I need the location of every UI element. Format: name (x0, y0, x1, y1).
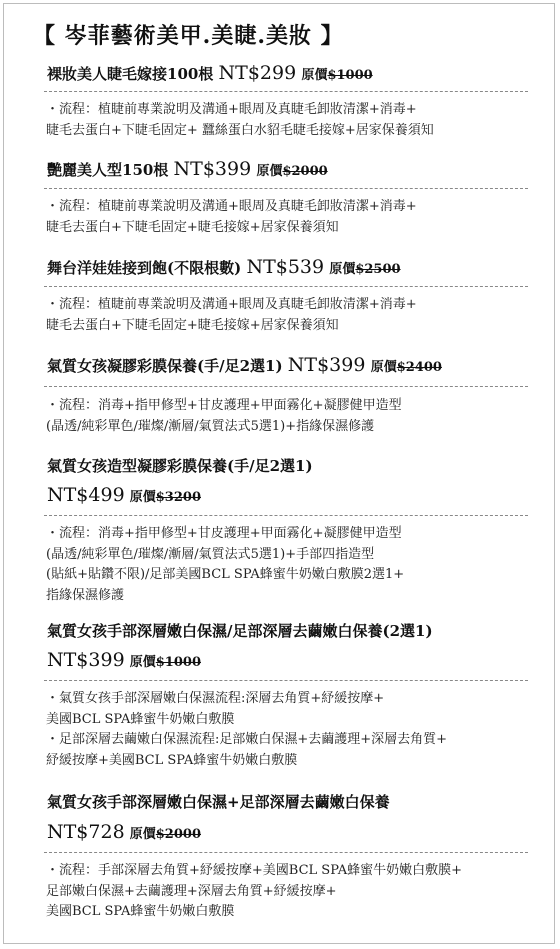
description-line: (晶透/純彩單色/璀燦/漸層/氣質法式5選1)+指緣保濕修護 (46, 418, 375, 434)
original-price-label: 原價 (129, 827, 156, 842)
service-description (46, 689, 447, 771)
divider (44, 188, 528, 189)
service-name: 舞台洋娃娃接到飽(不限根數) (47, 259, 242, 277)
original-price-label: 原價 (129, 655, 156, 670)
description-line: 美國BCL SPA蜂蜜牛奶嫩白敷膜 (46, 904, 235, 919)
service-heading (47, 455, 313, 477)
original-price: $2400 (396, 360, 442, 375)
service-price-line (47, 484, 201, 509)
divider (44, 515, 528, 516)
service-description (46, 396, 402, 437)
description-line: ・流程：植睫前專業說明及溝通+眼周及真睫毛卸妝清潔+消毒+ (46, 297, 417, 312)
page-title: 【 岑菲藝術美甲.美睫.美妝 】 (33, 23, 344, 49)
service-name: 氣質女孩手部深層嫩白保濕+足部深層去繭嫩白保養 (47, 793, 390, 811)
description-line: (晶透/純彩單色/璀燦/漸層/氣質法式5選1)+手部四指造型 (46, 546, 375, 562)
description-line: ・氣質女孩手部深層嫩白保濕流程:深層去角質+紓緩按摩+ (46, 691, 385, 706)
service-heading (47, 256, 401, 281)
divider (44, 852, 528, 853)
service-price: NT$399 (47, 649, 125, 671)
original-price: $2000 (155, 827, 201, 842)
description-line: 睫毛去蛋白+下睫毛固定+睫毛接嫁+居家保養須知 (46, 317, 339, 333)
divider (44, 286, 528, 287)
service-name: 氣質女孩手部深層嫩白保濕/足部深層去繭嫩白保養(2選1) (47, 622, 433, 640)
original-price: $3200 (155, 490, 201, 505)
divider (44, 680, 528, 681)
description-line: 美國BCL SPA蜂蜜牛奶嫩白敷膜 (46, 711, 235, 727)
description-line: ・流程：消毒+指甲修型+甘皮護理+甲面霧化+凝膠健甲造型 (46, 398, 402, 413)
service-price: NT$399 (287, 354, 366, 376)
service-price: NT$299 (218, 62, 297, 84)
service-description (46, 197, 417, 238)
original-price-label: 原價 (129, 490, 156, 505)
service-heading (47, 158, 328, 183)
original-price: $2500 (355, 262, 401, 277)
description-line: 足部嫩白保濕+去繭護理+深層去角質+紓緩按摩+ (46, 883, 337, 899)
service-description (46, 100, 434, 141)
service-name: 艷麗美人型150根 (47, 161, 169, 179)
description-line: ・流程：手部深層去角質+紓緩按摩+美國BCL SPA蜂蜜牛奶嫩白敷膜+ (46, 863, 463, 878)
service-description (46, 524, 404, 606)
service-price-line (47, 821, 201, 846)
description-line: ・足部深層去繭嫩白保濕流程:足部嫩白保濕+去繭護理+深層去角質+ (46, 732, 448, 747)
service-price: NT$399 (173, 158, 252, 180)
service-name: 氣質女孩造型凝膠彩膜保養(手/足2選1) (47, 457, 313, 475)
service-price: NT$539 (246, 256, 325, 278)
divider (44, 91, 528, 92)
description-line: 指緣保濕修護 (46, 587, 125, 603)
service-heading (47, 62, 373, 87)
service-description (46, 295, 417, 336)
original-price-label: 原價 (329, 262, 356, 277)
service-price: NT$728 (47, 821, 125, 843)
description-line: 睫毛去蛋白+下睫毛固定+睫毛接嫁+居家保養須知 (46, 219, 339, 235)
description-line: 紓緩按摩+美國BCL SPA蜂蜜牛奶嫩白敷膜 (46, 752, 298, 768)
original-price-label: 原價 (256, 164, 283, 179)
description-line: 睫毛去蛋白+下睫毛固定+ 蠶絲蛋白水貂毛睫毛接嫁+居家保養須知 (46, 122, 434, 138)
original-price-label: 原價 (370, 360, 397, 375)
service-heading (47, 620, 433, 642)
service-description (46, 861, 462, 923)
service-price: NT$499 (47, 484, 125, 506)
description-line: ・流程：植睫前專業說明及溝通+眼周及真睫毛卸妝清潔+消毒+ (46, 102, 417, 117)
service-heading (47, 354, 442, 379)
original-price-label: 原價 (301, 68, 328, 83)
description-line: ・流程：消毒+指甲修型+甘皮護理+甲面霧化+凝膠健甲造型 (46, 526, 402, 541)
description-line: ・流程：植睫前專業說明及溝通+眼周及真睫毛卸妝清潔+消毒+ (46, 199, 417, 214)
original-price: $2000 (282, 164, 328, 179)
original-price: $1000 (327, 68, 373, 83)
original-price: $1000 (155, 655, 201, 670)
description-line: (貼紙+貼鑽不限)/足部美國BCL SPA蜂蜜牛奶嫩白敷膜2選1+ (46, 567, 405, 582)
service-price-line (47, 649, 201, 674)
service-name: 裸妝美人睫毛嫁接100根 (47, 65, 214, 83)
service-name: 氣質女孩凝膠彩膜保養(手/足2選1) (47, 357, 283, 375)
divider (44, 386, 528, 387)
service-heading (47, 791, 390, 813)
